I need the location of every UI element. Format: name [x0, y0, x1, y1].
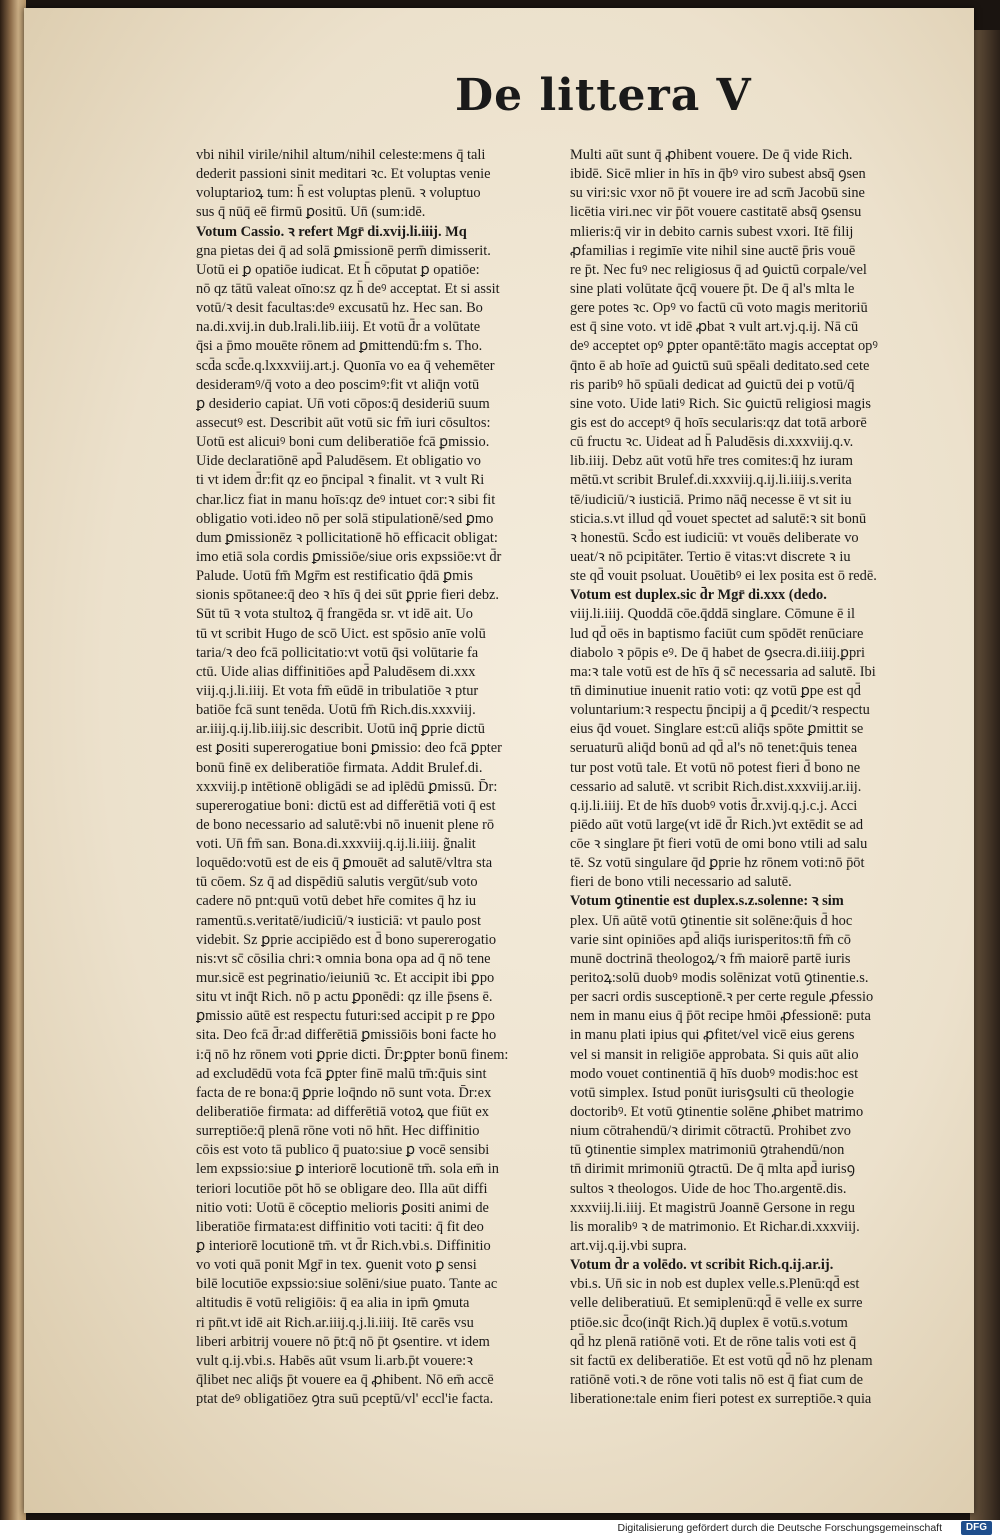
- text-line: Uide declaratiōnē apd̄ Paludēsem. Et obligatio vo: [196, 453, 481, 470]
- text-line: dederit passioni sinit meditari ꝛc. Et voluptas venie: [196, 166, 491, 183]
- text-line: in manu plati ipius qui ꝓfitet/vel vicē eius gerens: [570, 1027, 855, 1044]
- text-line: cū fructu ꝛc. Uideat ad h̄ Paludēsis di.xxxviij.q.v.: [570, 434, 854, 451]
- text-line: sita. Deo fcā d̄r:ad differētiā ꝑmissiōis boni facte ho: [196, 1027, 497, 1044]
- text-line: sus q̄ nūq̄ eē firmū ꝑositū. Un̄ (sum:idē.: [196, 204, 426, 221]
- text-line: supererogatiue boni: dictū est ad differētiā voti q̄ est: [196, 797, 496, 814]
- text-line: altitudis ē votū religiōis: q̄ ea alia in ipm̄ ꝯmuta: [196, 1295, 470, 1312]
- text-line: modo vouet continentiā q̄ hīs duobꝰ modis:hoc est: [570, 1065, 859, 1082]
- text-line: ueat/ꝛ nō pcipitāter. Tertio ē vitas:vt discrete ꝛ iu: [570, 548, 851, 565]
- text-line: na.di.xvij.in dub.lrali.lib.iiij. Et votū d̄r a volūtate: [196, 319, 481, 336]
- text-line: qd̄ hz plenā ratiōnē voti. Et de rōne talis voti est q̄: [570, 1333, 857, 1350]
- text-line: vbi.s. Un̄ sic in nob est duplex velle.s.Plenū:qd̄ est: [570, 1276, 860, 1293]
- header-title: De littera V: [455, 70, 752, 121]
- text-line: ptat deꝰ obligatiōez ꝯtra suū pceptū/vl' eccl'ie facta.: [196, 1391, 494, 1408]
- text-line: sticia.s.vt illud qd̄ vouet spectet ad salutē:ꝛ sit bonū: [570, 510, 867, 527]
- text-line: gere potes ꝛc. Opꝰ vo factū cū voto magis meritoriū: [570, 300, 868, 317]
- text-line: nō qz tātū valeat oīno:sz qz h̄ deꝰ acceptat. Et si assit: [196, 280, 500, 297]
- text-line: nitio voti: Uotū ē cōceptio melioris ꝑositi animi de: [196, 1199, 489, 1216]
- text-line: votū/ꝛ desit facultas:deꝰ excusatū hz. Hec san. Bo: [196, 300, 483, 317]
- text-line: facta de re bona:q̄ ꝑprie loq̄ndo nō sunt vota. D̄r:ex: [196, 1084, 492, 1101]
- text-line: est q̄ sine voto. vt idē ꝓbat ꝛ vult art.vj.q.ij. Nā cū: [570, 319, 859, 336]
- text-line: teriori locutiōe pōt hō se obligare deo. Illa aūt diffi: [196, 1180, 488, 1197]
- text-line: batiōe fcā sunt tenēda. Uotū fm̄ Rich.dis.xxxviij.: [196, 702, 476, 719]
- text-line: cessario ad salutē. vt scribit Rich.dist.xxxviij.ar.iij.: [570, 778, 862, 795]
- text-line: per sacri ordis susceptionē.ꝛ per certe regule ꝓfessio: [570, 989, 874, 1006]
- text-line: scd̄a scd̄e.q.lxxxviij.art.j. Quonīa vo ea q̄ vehemēter: [196, 357, 495, 374]
- text-line: assecutꝰ est. Describit aūt votū sic fm̄ iuri cōsultos:: [196, 414, 491, 431]
- text-line: deꝰ acceptet opꝰ ꝑpter opantē:tāto magis acceptat opꝰ: [570, 338, 878, 355]
- text-line: ptiōe.sic d̄co(inq̄t Rich.)q̄ duplex ē votū.s.votum: [570, 1314, 848, 1331]
- text-line: seruaturū aliq̄d bonū ad qd̄ al's nō tenet:q̄uis tenea: [570, 740, 858, 757]
- text-line: lem expssio:siue ꝑ interiorē locutionē tm̄. sola em̄ in: [196, 1161, 499, 1178]
- text-line: viij.q.j.li.iiij. Et vota fm̄ eūdē in tribulatiōe ꝛ ptur: [196, 682, 479, 699]
- text-line: Votum Cassio. ꝛ refert Mgr̄ di.xvij.li.iiij. Mq: [196, 223, 467, 240]
- dfg-logo: DFG: [961, 1521, 992, 1535]
- text-line: tē/iudiciū/ꝛ iusticiā. Primo nāq̄ necesse ē vt sit iu: [570, 491, 852, 508]
- text-line: q̄libet nec aliq̄s p̄t vouere ea q̄ ꝓhibent. Nō em̄ accē: [196, 1372, 494, 1388]
- text-line: tn̄ diminutiue inuenit ratio voti: qz votū ꝑpe est qd̄: [570, 682, 861, 699]
- text-line: ibidē. Sicē mlier in hīs in q̄bꝰ viro subest absq̄ ꝯsen: [570, 166, 866, 183]
- text-line: vult q.ij.vbi.s. Habēs aūt vsum li.arb.p̄t vouere:ꝛ: [196, 1352, 474, 1369]
- text-line: mlieris:q̄ vir in debito carnis subest vxori. Itē filij: [570, 223, 854, 240]
- book-binding-edge: [0, 0, 26, 1536]
- text-line: videbit. Sz ꝑprie accipiēdo est d̄ bono supererogatio: [196, 931, 497, 948]
- text-line: situ vt inq̄t Rich. nō p actu ꝑponēdi: qz ille p̄sens ē.: [196, 989, 493, 1006]
- text-line: nis:vt sc̄ cōsilia chri:ꝛ omnia bona opa ad q̄ nō tene: [196, 950, 491, 967]
- text-line: ꝓfamilias i regimīe vite nihil sine auctē p̄ris vouē: [570, 242, 856, 259]
- text-line: nium cōtrahendū/ꝛ dirimit cōtractū. Prohibet zvo: [570, 1123, 851, 1140]
- text-line: ꝛ honestū. Scd̄o est iudiciū: vt vouēs deliberate vo: [570, 529, 859, 546]
- text-line: Votum d̄r a volēdo. vt scribit Rich.q.ij.ar.ij.: [570, 1257, 834, 1274]
- text-line: q.ij.li.iiij. Et de hīs duobꝰ votis d̄r.xvij.q.j.c.j. Acci: [570, 797, 858, 814]
- text-line: gis est do acceptꝰ q̄ hoīs secularis:qz dat totā arborē: [570, 414, 867, 431]
- text-line: viij.li.iiij. Quoddā cōe.q̄ddā singlare. Cōmune ē il: [570, 606, 855, 623]
- text-line: gna pietas dei q̄ ad solā ꝑmissionē perm̄ dimisserit.: [196, 242, 491, 259]
- text-line: char.licz fiat in manu hoīs:qz deꝰ intuet cor:ꝛ sibi fit: [196, 491, 496, 508]
- text-line: lis moralibꝰ ꝛ de matrimonio. Et Richar.di.xxxviij.: [570, 1218, 860, 1235]
- text-line: taria/ꝛ deo fcā pollicitatio:vt votū q̄si volūtarie fa: [196, 644, 479, 661]
- text-line: q̄si a p̄mo mouēte rōnem ad ꝑmittendū:fm s. Tho.: [196, 338, 483, 355]
- text-line: mur.sicē est pegrinatio/ieiuniū ꝛc. Et accipit ibi ꝑpo: [196, 970, 495, 987]
- text-line: re p̄t. Nec fuꝰ nec religiosus q̄ ad ꝯuictū corpale/vel: [570, 261, 867, 278]
- text-line: ꝑmissio aūtē est respectu futuri:sed accipit p re ꝑpo: [196, 1008, 495, 1025]
- text-line: ste qd̄ vouit psoluat. Uouētibꝰ ei lex posita est ō redē.: [570, 568, 877, 585]
- text-line: tur post votū tale. Et votū nō potest fieri d̄ bono ne: [570, 759, 861, 776]
- text-line: Uotū est alicuiꝰ boni cum deliberatiōe fcā ꝑmissio.: [196, 434, 490, 451]
- text-line: tn̄ dirimit mrimoniū ꝯtractū. De q̄ mlta apd̄ iurisꝯ: [570, 1161, 856, 1178]
- text-line: bonū finē ex deliberatiōe firmata. Addit Brulef.di.: [196, 759, 483, 776]
- text-line: ꝑ desiderio capiat. Un̄ voti cōpos:q̄ desideriū suum: [196, 395, 490, 412]
- text-line: votū simplex. Istud ponūt iurisꝯsulti cū theologie: [570, 1084, 854, 1101]
- text-line: velle deliberatiuū. Et semiplenū:qd̄ ē velle ex surre: [570, 1295, 863, 1312]
- text-line: xxxviij.li.iiij. Et magistrū Joannē Gersone in regu: [570, 1199, 855, 1216]
- text-line: de bono necessario ad salutē:vbi nō inuenit plene rō: [196, 816, 495, 833]
- text-line: ratiōnē voti.ꝛ de rōne voti talis nō est q̄ fiat cum de: [570, 1372, 863, 1388]
- text-line: bilē locutiōe expssio:siue solēni/siue puato. Tante ac: [196, 1276, 498, 1293]
- text-line: ꝑ interiorē locutionē tm̄. vt d̄r Rich.vbi.s. Diffinitio: [196, 1238, 491, 1255]
- text-line: varie sint opiniōes apd̄ aliq̄s iurisperitos:tn̄ fm̄ cō: [570, 931, 851, 948]
- text-line: tū ꝯtinentie simplex matrimoniū ꝯtrahendū/non: [570, 1142, 845, 1159]
- text-line: sionis spōtanee:q̄ deo ꝛ hīs q̄ dei sūt ꝑprie fieri debz.: [196, 587, 500, 604]
- text-line: nem in manu eius q̄ p̄ōt recipe hmōi ꝓfessionē: puta: [570, 1008, 871, 1025]
- text-line: ri pn̄t.vt idē ait Rich.ar.iiij.q.j.li.iiij. Itē carēs vsu: [196, 1314, 474, 1331]
- text-line: tē. Sz votū singulare q̄d ꝑprie hz rōnem voti:nō p̄ōt: [570, 855, 865, 872]
- text-line: liberatiōe firmata:est diffinitio voti taciti: q̄ fit deo: [196, 1218, 484, 1235]
- text-line: xxxviij.p intētionē obligādi se ad iplēdū ꝑmissū. D̄r:: [196, 778, 498, 795]
- text-line: ris paribꝰ hō spūali dedicat ad ꝯuictū dei p votū/q̄: [570, 376, 855, 393]
- text-line: lud qd̄ oēs in baptismo faciūt cum spōdēt renūciare: [570, 625, 864, 642]
- text-line: ad excludēdū vota fcā ꝑpter finē malū tm̄:q̄uis sint: [196, 1065, 487, 1082]
- right-text-column: [570, 146, 942, 1409]
- text-line: lib.iiij. Debz aūt votū hr̄e tres comites:q̄ hz iuram: [570, 453, 853, 470]
- text-line: cadere nō pnt:quū votū debet hr̄e comites q̄ hz iu: [196, 893, 477, 910]
- text-line: cōis est voto tā publico q̄ puato:siue ꝑ vocē sensibi: [196, 1142, 490, 1159]
- text-line: Sūt tū ꝛ vota stultoꝝ q̄ frangēda sr. vt idē ait. Uo: [196, 606, 473, 623]
- text-line: Votum est duplex.sic d̄r Mgr̄ di.xxx (dedo.: [570, 587, 827, 604]
- text-line: liberi arbitrij vouere nō p̄t:q̄ nō p̄t ꝯsentire. vt idem: [196, 1333, 490, 1350]
- text-line: deliberatiōe firmata: ad differētiā votoꝝ que fiūt ex: [196, 1104, 489, 1121]
- text-line: Palude. Uotū fm̄ Mgr̄m est restificatio q̄dā ꝑmis: [196, 568, 473, 585]
- text-line: eius q̄d vouet. Singlare est:cū aliq̄s spōte ꝑmittit se: [570, 721, 864, 738]
- text-line: sine plati volūtate q̄cq̄ vouere p̄t. De q̄ al's mlta le: [570, 280, 855, 297]
- text-line: vo voti quā ponit Mgr̄ in tex. ꝯuenit voto ꝑ sensi: [196, 1257, 477, 1274]
- text-line: munē doctrinā theologoꝝ/ꝛ fm̄ maiorē partē iuris: [570, 950, 851, 967]
- left-text-column: [196, 146, 568, 1409]
- text-line: voluptarioꝝ tum: h̄ est voluptas plenū. ꝛ voluptuo: [196, 185, 481, 202]
- text-line: q̄nto ē ab hoīe ad ꝯuictū suū spēali deditato.sed cete: [570, 357, 870, 374]
- text-line: est ꝑositi supererogatiue boni ꝑmissio: deo fcā ꝑpter: [196, 740, 502, 757]
- text-line: i:q̄ nō hz rōnem voti ꝑprie dicti. D̄r:ꝑpter bonū finem:: [196, 1046, 509, 1063]
- text-line: ar.iiij.q.ij.lib.iiij.sic describit. Uotū inq̄ ꝑprie dictū: [196, 721, 485, 738]
- text-line: sit factū ex deliberatiōe. Et est votū qd̄ nō hz plenam: [570, 1352, 873, 1369]
- text-line: dum ꝑmissionēz ꝛ pollicitationē hō efficacit obligat:: [196, 529, 498, 546]
- text-line: fieri de bono vtili necessario ad salutē.: [570, 874, 792, 891]
- text-line: art.vij.q.ij.vbi supra.: [570, 1238, 687, 1255]
- text-line: desideramꝰ/q̄ voto a deo poscimꝰ:fit vt aliq̄n votū: [196, 376, 480, 393]
- text-line: plex. Un̄ aūtē votū ꝯtinentie sit solēne:q̄uis d̄ hoc: [570, 912, 853, 929]
- text-line: su viri:sic vxor nō p̄t vouere ire ad scm̄ Jacobū sine: [570, 185, 865, 202]
- text-line: Votum ꝯtinentie est duplex.s.z.solenne: ꝛ sim: [570, 893, 844, 910]
- text-line: licētia viri.nec vir p̄ōt vouere castitatē absq̄ ꝯsensu: [570, 204, 862, 221]
- text-line: ctū. Uide alias diffinitiōes apd̄ Paludēsem di.xxx: [196, 663, 476, 680]
- text-line: sine voto. Uide latiꝰ Rich. Sic ꝯuictū religiosi magis: [570, 395, 871, 412]
- text-line: Uotū ei ꝑ opatiōe iudicat. Et h̄ cōputat ꝑ opatiōe:: [196, 261, 480, 278]
- text-line: liberatione:tale enim fieri potest ex surreptiōe.ꝛ quia: [570, 1391, 872, 1408]
- text-line: vel si mansit in religiōe approbata. Si quis aūt alio: [570, 1046, 859, 1063]
- text-line: doctoribꝰ. Et votū ꝯtinentie solēne ꝓhibet matrimo: [570, 1104, 864, 1121]
- text-line: piēdo aūt votū large(vt idē d̄r Rich.)vt extēdit se ad: [570, 816, 864, 833]
- text-line: tū vt scribit Hugo de scō Uict. est spōsio anīe volū: [196, 625, 486, 642]
- text-line: diabolo ꝛ pōpis eꝰ. De q̄ habet de ꝯsecra.di.iiij.ꝑpri: [570, 644, 865, 661]
- text-line: voti. Un̄ fm̄ san. Bona.di.xxxviij.q.ij.li.iiij. g̃nalit: [196, 836, 476, 853]
- text-line: cōe ꝛ singlare p̄t fieri votū de omi bono vtili ad salu: [570, 836, 868, 853]
- text-line: sultos ꝛ theologos. Uide de hoc Tho.argentē.dis.: [570, 1180, 847, 1197]
- text-line: obligatio voti.ideo nō per solā stipulationē/sed ꝑmo: [196, 510, 494, 527]
- text-line: loquēdo:votū est de eis q̄ ꝑmouēt ad salutē/vltra sta: [196, 855, 493, 872]
- text-line: surreptiōe:q̄ plenā rōne voti nō hn̄t. Hec diffinitio: [196, 1123, 480, 1140]
- running-header: [455, 70, 752, 140]
- text-line: vbi nihil virile/nihil altum/nihil celeste:mens q̄ tali: [196, 147, 486, 163]
- text-line: ti vt idem d̄r:fit qz eo p̄ncipal ꝛ finalit. vt ꝛ vult Ri: [196, 472, 485, 489]
- text-line: ma:ꝛ tale votū est de hīs q̄ sc̄ necessaria ad salutē. Ibi: [570, 663, 876, 680]
- text-line: mētū.vt scribit Brulef.di.xxxviij.q.ij.li.iiij.s.verita: [570, 472, 852, 489]
- text-line: ramentū.s.veritatē/iudiciū/ꝛ iusticiā: vt paulo post: [196, 912, 481, 929]
- text-line: peritoꝝ:solū duobꝰ modis solēnizat votū ꝯtinentie.s.: [570, 970, 869, 987]
- text-line: imo etiā sola cordis ꝑmissiōe/siue oris expssiōe:vt d̄r: [196, 548, 502, 565]
- text-line: tū cōem. Sz q̄ ad dispēdiū salutis vergūt/sub voto: [196, 874, 478, 891]
- text-line: voluntarium:ꝛ respectu p̄ncipij a q̄ ꝑcedit/ꝛ respectu: [570, 702, 870, 719]
- text-line: Multi aūt sunt q̄ ꝓhibent vouere. De q̄ vide Rich.: [570, 147, 853, 163]
- funding-notice: Digitalisierung gefördert durch die Deutsche Forschungsgemeinschaft: [617, 1522, 942, 1534]
- facing-page-edge: [970, 30, 1000, 1520]
